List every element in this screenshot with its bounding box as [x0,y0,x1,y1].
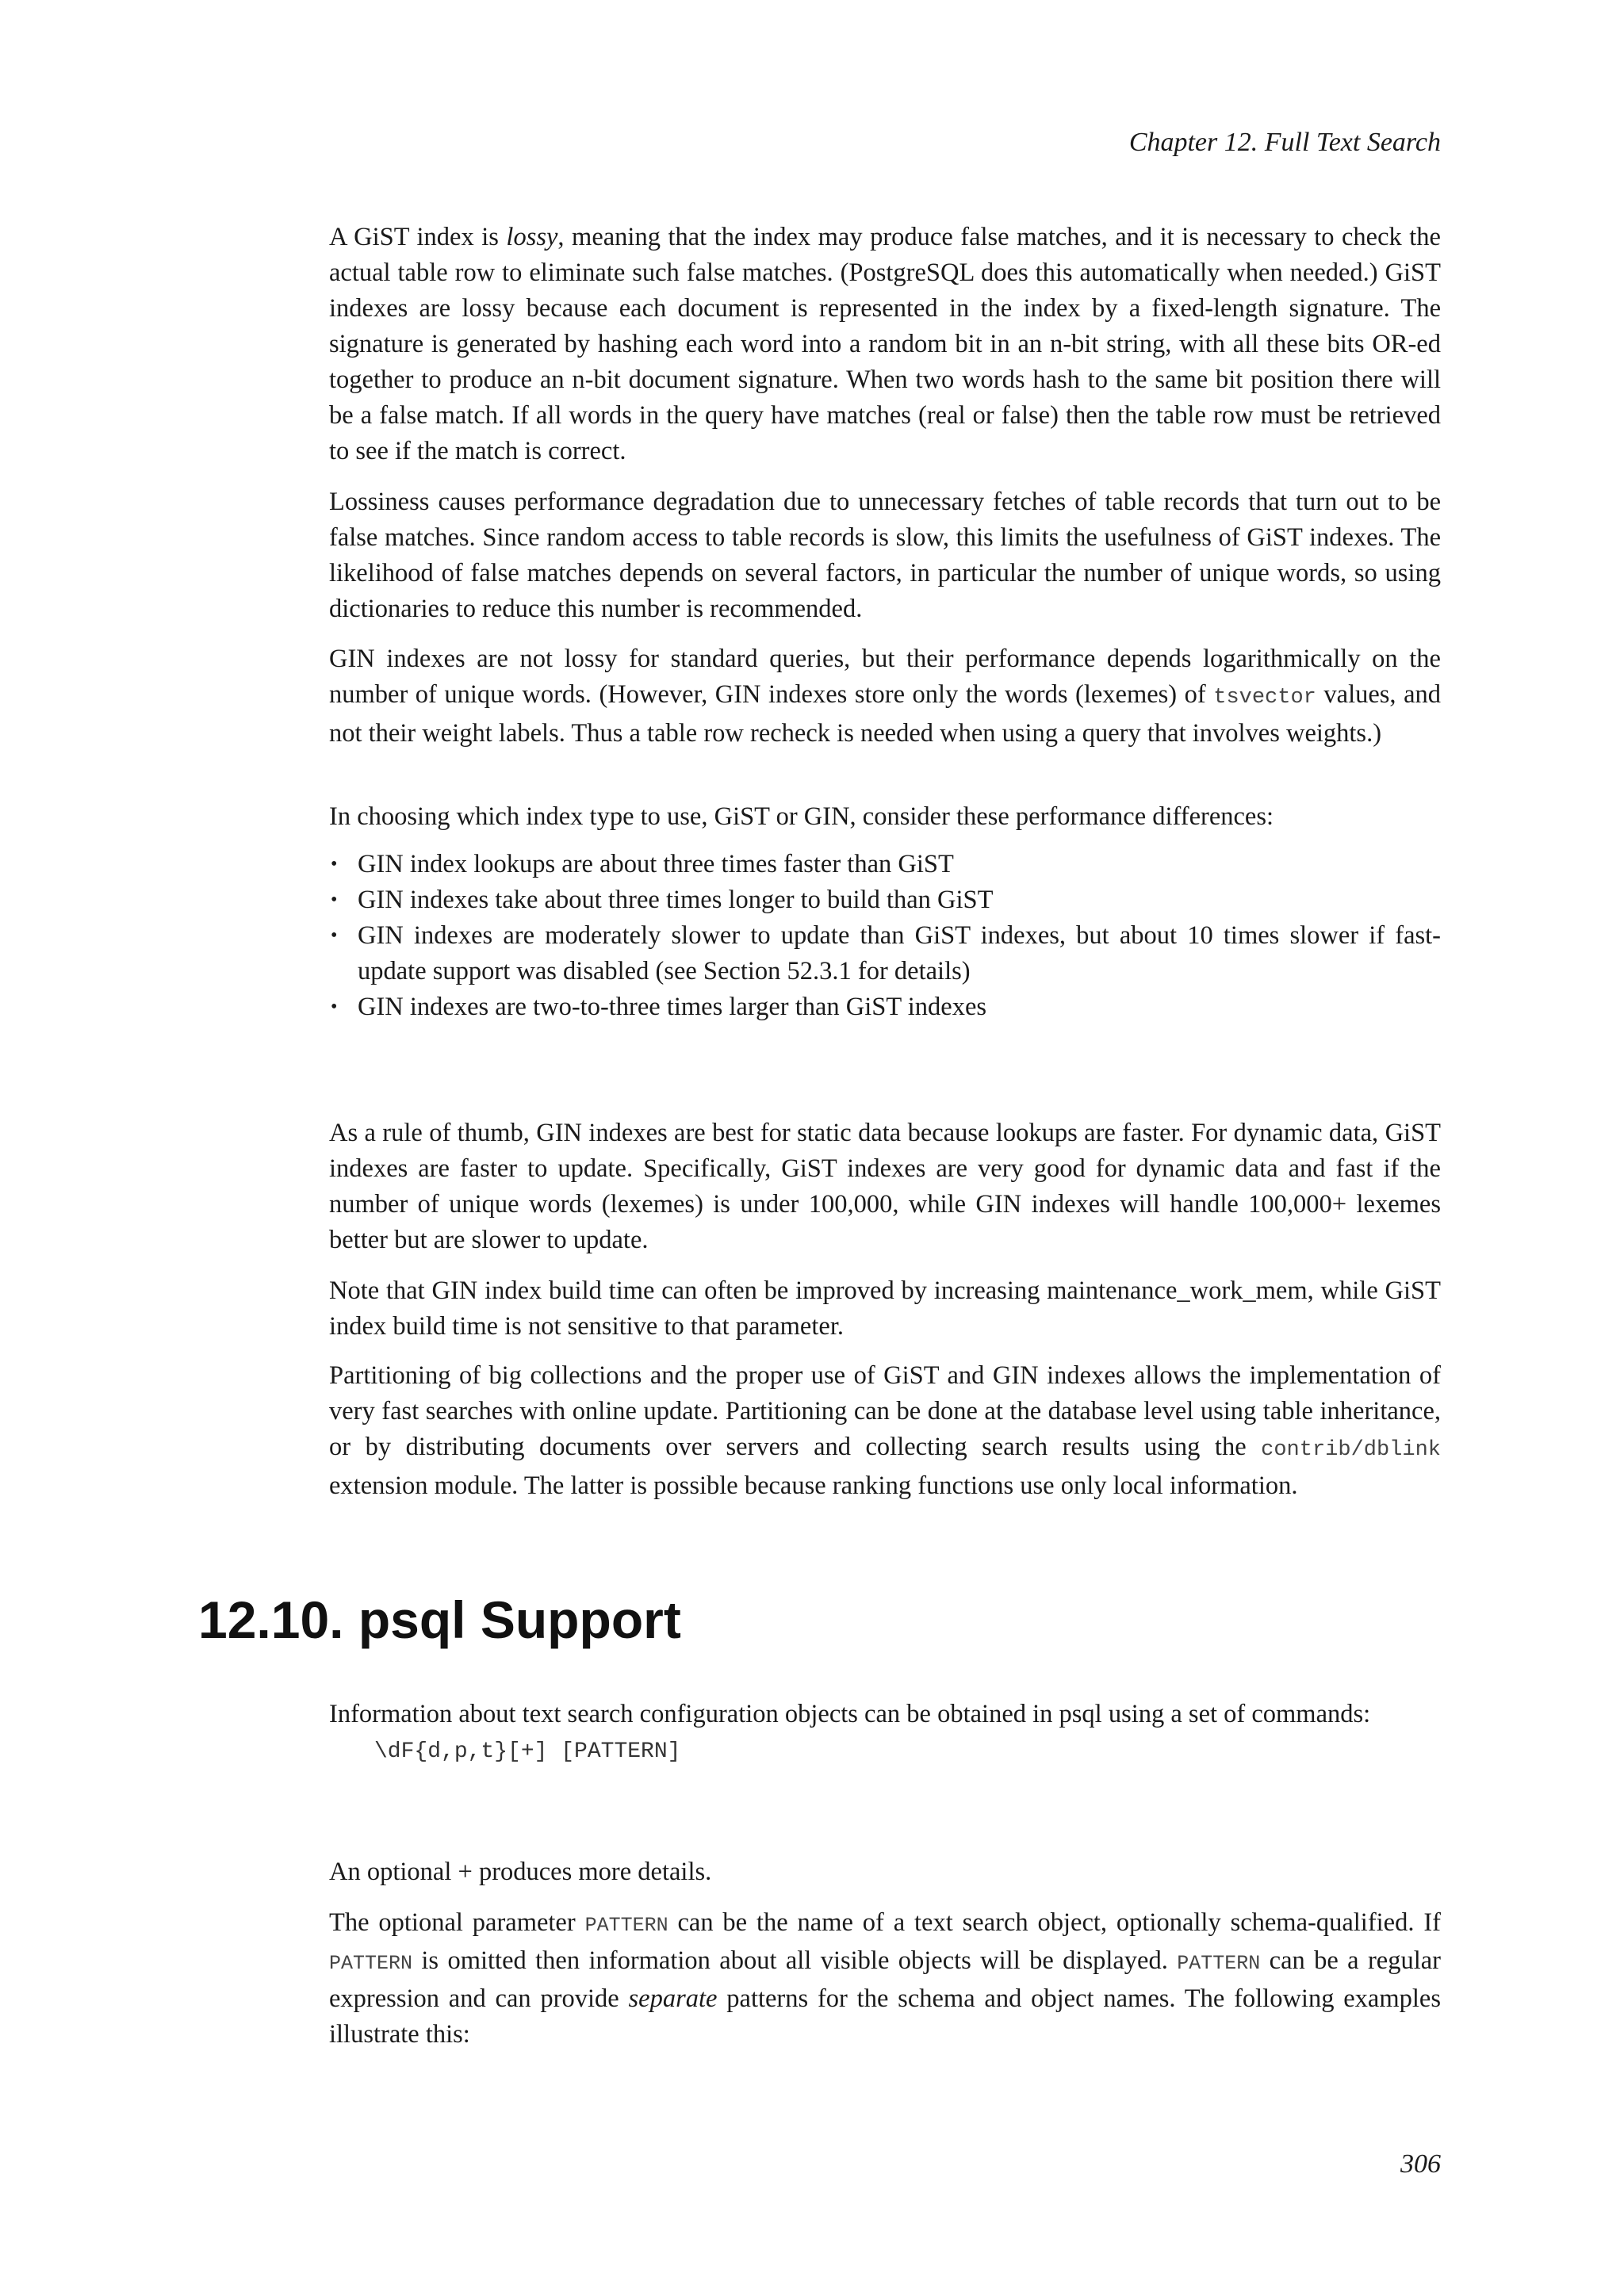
performance-differences-list [329,847,1441,1025]
text-run: values, and not their weight labels. Thus a table row recheck is needed when using a query that involves weights.) [329,679,1441,748]
running-header: Chapter 12. Full Text Search [1128,128,1441,157]
list-item [329,882,1441,918]
list-item [329,989,1441,1025]
text-run: can be a regular expression and can provide [329,1946,1441,2013]
code-pattern: PATTERN [584,1913,668,1937]
code-tsvector: tsvector [1213,685,1316,710]
text-run: , meaning that the index may produce false matches, and it is necessary to check the actual table row to eliminate such false matches. (PostgreSQL does this automatically when needed.) GiST indexes are lossy because each document is represented in the index by a fixed-length signature. The signature is generated by hashing each word into a random bit in an n-bit string, with all these bits OR-ed together to produce an n-bit document signature. When two words hash to the same bit position there will be a false match. If all words in the query have matches (real or false) then the table row must be retrieved to see if the match is correct. [329,222,1441,465]
bullet-icon: • [331,925,338,946]
paragraph-gin-not-lossy [329,641,1441,752]
text-run: extension module. The latter is possible because ranking functions use only local information. [329,1471,1298,1500]
code-contrib-dblink: contrib/dblink [1261,1437,1441,1462]
code-pattern: PATTERN [1177,1951,1261,1975]
paragraph-gist-lossy [329,220,1441,469]
list-item-text: GIN indexes are moderately slower to update than GiST indexes, but about 10 times slower if fast-update support was disabled (see Section 52.3.1 for details) [358,921,1441,985]
text-run: patterns for the schema and object names. The following examples illustrate this: [329,1984,1441,2049]
bullet-icon: • [331,997,338,1017]
paragraph-pattern-parameter [329,1905,1441,2053]
page-number: 306 [1400,2149,1441,2179]
paragraph-partitioning [329,1358,1441,1504]
list-item-text: GIN index lookups are about three times faster than GiST [358,850,954,878]
text-run: Partitioning of big collections and the proper use of GiST and GIN indexes allows the implementation of very fast searches with online update. Partitioning can be done at the database level using table inheritance, or by distributing documents over servers and collecting search results using the [329,1360,1441,1461]
text-run: A GiST index is [329,222,507,251]
text-run: can be the name of a text search object, optionally schema-qualified. If [668,1908,1441,1937]
paragraph-psql-info: Information about text search configuration objects can be obtained in psql using a set of commands: [329,1699,1371,1728]
list-item-text: GIN indexes are two-to-three times larger than GiST indexes [358,993,987,1021]
paragraph-choosing-index: In choosing which index type to use, GiST or GIN, consider these performance differences: [329,802,1274,831]
code-block-dF-command: \dF{d,p,t}[+] [PATTERN] [374,1739,681,1764]
section-heading: 12.10. psql Support [198,1590,681,1649]
text-run: The optional parameter [329,1908,585,1937]
list-item [329,918,1441,989]
paragraph-build-time: Note that GIN index build time can often be improved by increasing maintenance_work_mem, while GiST index build time is not sensitive to that parameter. [329,1276,1441,1341]
list-item-text: GIN indexes take about three times longer to build than GiST [358,886,994,914]
emphasis-lossy: lossy [506,222,558,251]
paragraph-lossiness: Lossiness causes performance degradation due to unnecessary fetches of table records that turn out to be false matches. Since random access to table records is slow, this limits the usefulness of GiST indexes. The likelihood of false matches depends on several factors, in particular the number of unique words, so using dictionaries to reduce this number is recommended. [329,487,1441,623]
paragraph-rule-of-thumb: As a rule of thumb, GIN indexes are best for static data because lookups are faster. For dynamic data, GiST indexes are faster to update. Specifically, GiST indexes are very good for dynamic data and fast if the number of unique words (lexemes) is under 100,000, while GIN indexes will handle 100,000+ lexemes better but are slower to update. [329,1118,1441,1254]
text-run: GIN indexes are not lossy for standard queries, but their performance depends logarithmically on the number of unique words. (However, GIN indexes store only the words (lexemes) of [329,644,1441,709]
bullet-icon: • [331,890,338,910]
code-pattern: PATTERN [329,1951,413,1975]
list-item [329,847,1441,882]
emphasis-separate: separate [628,1984,718,2013]
bullet-icon: • [331,854,338,874]
paragraph-optional-plus: An optional + produces more details. [329,1857,712,1886]
text-run: is omitted then information about all visible objects will be displayed. [412,1946,1178,1975]
